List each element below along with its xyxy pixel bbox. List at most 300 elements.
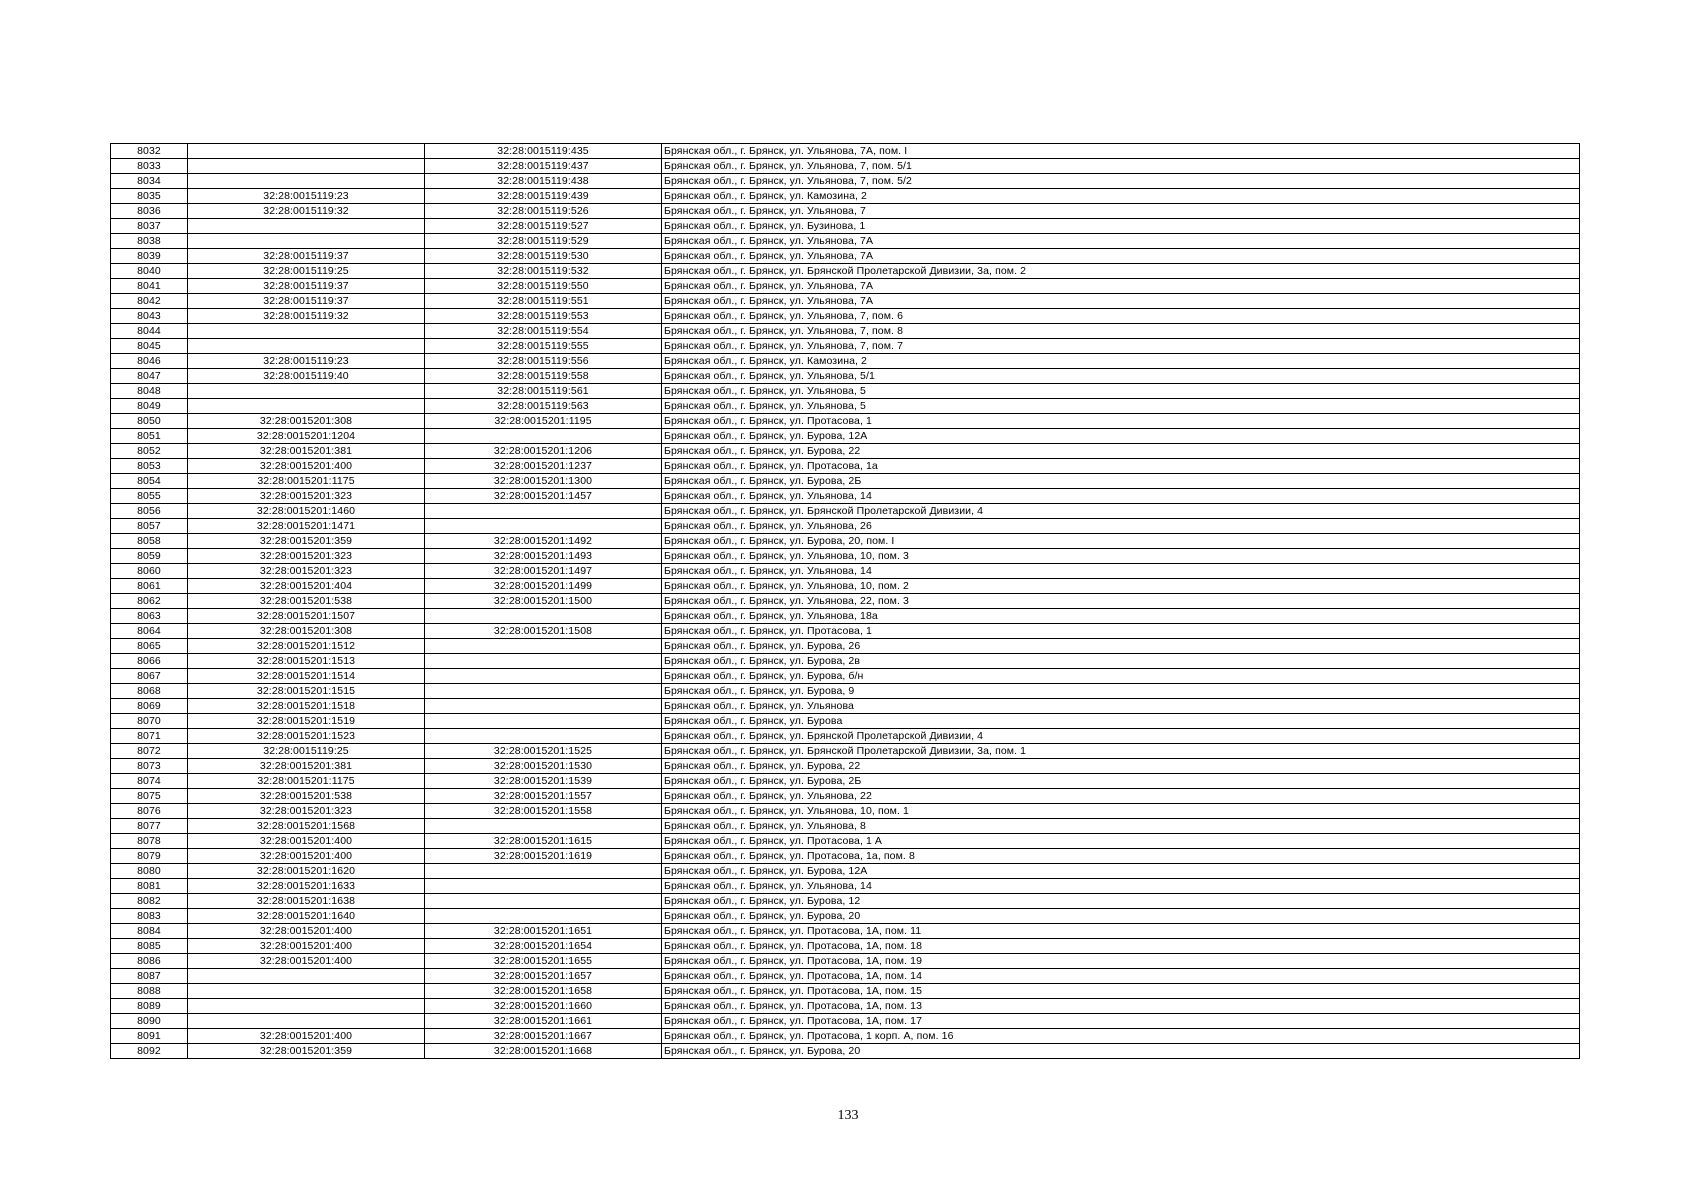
land-cadastral-number-cell xyxy=(188,219,425,234)
table-row xyxy=(111,429,1580,444)
table-row xyxy=(111,354,1580,369)
row-number-cell: 8072 xyxy=(111,744,188,759)
object-cadastral-number-cell: 32:28:0015201:1499 xyxy=(425,579,662,594)
address-cell: Брянская обл., г. Брянск, ул. Брянской Пролетарской Дивизии, 3а, пом. 2 xyxy=(662,264,1580,279)
land-cadastral-number-cell: 32:28:0015201:1204 xyxy=(188,429,425,444)
row-number-cell: 8046 xyxy=(111,354,188,369)
object-cadastral-number-cell: 32:28:0015201:1658 xyxy=(425,984,662,999)
land-cadastral-number-cell: 32:28:0015201:400 xyxy=(188,939,425,954)
land-cadastral-number-cell: 32:28:0015201:400 xyxy=(188,954,425,969)
address-cell: Брянская обл., г. Брянск, ул. Ульянова, 7А xyxy=(662,294,1580,309)
object-cadastral-number-cell: 32:28:0015201:1237 xyxy=(425,459,662,474)
land-cadastral-number-cell: 32:28:0015201:381 xyxy=(188,759,425,774)
table-row xyxy=(111,939,1580,954)
table-row xyxy=(111,309,1580,324)
table-row xyxy=(111,579,1580,594)
land-cadastral-number-cell xyxy=(188,399,425,414)
table-row xyxy=(111,654,1580,669)
object-cadastral-number-cell: 32:28:0015119:530 xyxy=(425,249,662,264)
address-cell: Брянская обл., г. Брянск, ул. Ульянова, 5/1 xyxy=(662,369,1580,384)
table-row xyxy=(111,894,1580,909)
table-row xyxy=(111,609,1580,624)
land-cadastral-number-cell: 32:28:0015119:25 xyxy=(188,744,425,759)
land-cadastral-number-cell: 32:28:0015201:359 xyxy=(188,1044,425,1059)
table-row xyxy=(111,759,1580,774)
land-cadastral-number-cell: 32:28:0015201:323 xyxy=(188,489,425,504)
row-number-cell: 8063 xyxy=(111,609,188,624)
table-row xyxy=(111,999,1580,1014)
land-cadastral-number-cell: 32:28:0015201:400 xyxy=(188,1029,425,1044)
row-number-cell: 8071 xyxy=(111,729,188,744)
object-cadastral-number-cell xyxy=(425,729,662,744)
land-cadastral-number-cell: 32:28:0015201:400 xyxy=(188,834,425,849)
object-cadastral-number-cell: 32:28:0015201:1508 xyxy=(425,624,662,639)
row-number-cell: 8066 xyxy=(111,654,188,669)
row-number-cell: 8087 xyxy=(111,969,188,984)
object-cadastral-number-cell: 32:28:0015201:1525 xyxy=(425,744,662,759)
address-cell: Брянская обл., г. Брянск, ул. Брянской Пролетарской Дивизии, 4 xyxy=(662,729,1580,744)
land-cadastral-number-cell: 32:28:0015201:1460 xyxy=(188,504,425,519)
object-cadastral-number-cell: 32:28:0015201:1619 xyxy=(425,849,662,864)
table-row xyxy=(111,549,1580,564)
row-number-cell: 8079 xyxy=(111,849,188,864)
object-cadastral-number-cell: 32:28:0015119:554 xyxy=(425,324,662,339)
page-number: 133 xyxy=(837,1108,859,1123)
address-cell: Брянская обл., г. Брянск, ул. Ульянова, 7А, пом. I xyxy=(662,144,1580,159)
land-cadastral-number-cell xyxy=(188,234,425,249)
land-cadastral-number-cell: 32:28:0015119:37 xyxy=(188,279,425,294)
land-cadastral-number-cell: 32:28:0015201:1640 xyxy=(188,909,425,924)
address-cell: Брянская обл., г. Брянск, ул. Бурова, 2в xyxy=(662,654,1580,669)
row-number-cell: 8058 xyxy=(111,534,188,549)
table-row xyxy=(111,204,1580,219)
object-cadastral-number-cell: 32:28:0015119:561 xyxy=(425,384,662,399)
row-number-cell: 8061 xyxy=(111,579,188,594)
land-cadastral-number-cell: 32:28:0015201:1620 xyxy=(188,864,425,879)
land-cadastral-number-cell: 32:28:0015201:1638 xyxy=(188,894,425,909)
address-cell: Брянская обл., г. Брянск, ул. Ульянова, 14 xyxy=(662,489,1580,504)
table-row xyxy=(111,624,1580,639)
row-number-cell: 8082 xyxy=(111,894,188,909)
address-cell: Брянская обл., г. Брянск, ул. Протасова, 1 корп. А, пом. 16 xyxy=(662,1029,1580,1044)
table-row xyxy=(111,699,1580,714)
object-cadastral-number-cell: 32:28:0015201:1655 xyxy=(425,954,662,969)
table-row xyxy=(111,459,1580,474)
land-cadastral-number-cell xyxy=(188,159,425,174)
land-cadastral-number-cell: 32:28:0015201:538 xyxy=(188,789,425,804)
address-cell: Брянская обл., г. Брянск, ул. Протасова, 1 xyxy=(662,414,1580,429)
address-cell: Брянская обл., г. Брянск, ул. Протасова, 1А, пом. 17 xyxy=(662,1014,1580,1029)
address-cell: Брянская обл., г. Брянск, ул. Ульянова, 14 xyxy=(662,879,1580,894)
land-cadastral-number-cell: 32:28:0015201:1633 xyxy=(188,879,425,894)
row-number-cell: 8070 xyxy=(111,714,188,729)
land-cadastral-number-cell: 32:28:0015201:1518 xyxy=(188,699,425,714)
row-number-cell: 8077 xyxy=(111,819,188,834)
land-cadastral-number-cell xyxy=(188,969,425,984)
land-cadastral-number-cell xyxy=(188,339,425,354)
object-cadastral-number-cell: 32:28:0015119:527 xyxy=(425,219,662,234)
table-row xyxy=(111,744,1580,759)
row-number-cell: 8050 xyxy=(111,414,188,429)
object-cadastral-number-cell: 32:28:0015201:1493 xyxy=(425,549,662,564)
land-cadastral-number-cell: 32:28:0015119:23 xyxy=(188,354,425,369)
address-cell: Брянская обл., г. Брянск, ул. Бурова, 20, пом. I xyxy=(662,534,1580,549)
row-number-cell: 8091 xyxy=(111,1029,188,1044)
table-row xyxy=(111,324,1580,339)
row-number-cell: 8075 xyxy=(111,789,188,804)
row-number-cell: 8088 xyxy=(111,984,188,999)
address-cell: Брянская обл., г. Брянск, ул. Протасова, 1А, пом. 14 xyxy=(662,969,1580,984)
object-cadastral-number-cell xyxy=(425,909,662,924)
table-row xyxy=(111,774,1580,789)
table-row xyxy=(111,804,1580,819)
address-cell: Брянская обл., г. Брянск, ул. Протасова, 1А, пом. 18 xyxy=(662,939,1580,954)
row-number-cell: 8039 xyxy=(111,249,188,264)
table-row xyxy=(111,969,1580,984)
object-cadastral-number-cell: 32:28:0015201:1539 xyxy=(425,774,662,789)
table-row xyxy=(111,729,1580,744)
address-cell: Брянская обл., г. Брянск, ул. Ульянова, 7А xyxy=(662,279,1580,294)
table-row xyxy=(111,594,1580,609)
address-cell: Брянская обл., г. Брянск, ул. Бурова, 12А xyxy=(662,864,1580,879)
address-cell: Брянская обл., г. Брянск, ул. Ульянова, 5 xyxy=(662,384,1580,399)
object-cadastral-number-cell xyxy=(425,504,662,519)
row-number-cell: 8043 xyxy=(111,309,188,324)
land-cadastral-number-cell: 32:28:0015201:1175 xyxy=(188,474,425,489)
row-number-cell: 8064 xyxy=(111,624,188,639)
object-cadastral-number-cell: 32:28:0015119:526 xyxy=(425,204,662,219)
object-cadastral-number-cell xyxy=(425,609,662,624)
address-cell: Брянская обл., г. Брянск, ул. Ульянова, 7, пом. 6 xyxy=(662,309,1580,324)
object-cadastral-number-cell: 32:28:0015201:1654 xyxy=(425,939,662,954)
row-number-cell: 8092 xyxy=(111,1044,188,1059)
object-cadastral-number-cell: 32:28:0015119:555 xyxy=(425,339,662,354)
land-cadastral-number-cell xyxy=(188,999,425,1014)
address-cell: Брянская обл., г. Брянск, ул. Протасова, 1А, пом. 11 xyxy=(662,924,1580,939)
object-cadastral-number-cell xyxy=(425,639,662,654)
address-cell: Брянская обл., г. Брянск, ул. Бурова, 20 xyxy=(662,909,1580,924)
address-cell: Брянская обл., г. Брянск, ул. Ульянова, 10, пом. 2 xyxy=(662,579,1580,594)
object-cadastral-number-cell xyxy=(425,864,662,879)
table-row xyxy=(111,534,1580,549)
row-number-cell: 8041 xyxy=(111,279,188,294)
address-cell: Брянская обл., г. Брянск, ул. Ульянова, 22, пом. 3 xyxy=(662,594,1580,609)
table-row xyxy=(111,144,1580,159)
object-cadastral-number-cell: 32:28:0015201:1530 xyxy=(425,759,662,774)
object-cadastral-number-cell: 32:28:0015201:1657 xyxy=(425,969,662,984)
table-row xyxy=(111,714,1580,729)
address-cell: Брянская обл., г. Брянск, ул. Ульянова, 5 xyxy=(662,399,1580,414)
land-cadastral-number-cell: 32:28:0015201:1523 xyxy=(188,729,425,744)
address-cell: Брянская обл., г. Брянск, ул. Бурова, 26 xyxy=(662,639,1580,654)
table-row xyxy=(111,234,1580,249)
table-row xyxy=(111,684,1580,699)
row-number-cell: 8048 xyxy=(111,384,188,399)
row-number-cell: 8045 xyxy=(111,339,188,354)
row-number-cell: 8035 xyxy=(111,189,188,204)
object-cadastral-number-cell xyxy=(425,519,662,534)
address-cell: Брянская обл., г. Брянск, ул. Брянской Пролетарской Дивизии, 4 xyxy=(662,504,1580,519)
land-cadastral-number-cell: 32:28:0015201:323 xyxy=(188,549,425,564)
object-cadastral-number-cell: 32:28:0015201:1557 xyxy=(425,789,662,804)
object-cadastral-number-cell: 32:28:0015201:1651 xyxy=(425,924,662,939)
row-number-cell: 8051 xyxy=(111,429,188,444)
land-cadastral-number-cell: 32:28:0015119:40 xyxy=(188,369,425,384)
row-number-cell: 8034 xyxy=(111,174,188,189)
row-number-cell: 8069 xyxy=(111,699,188,714)
object-cadastral-number-cell: 32:28:0015119:529 xyxy=(425,234,662,249)
land-cadastral-number-cell: 32:28:0015201:400 xyxy=(188,849,425,864)
address-cell: Брянская обл., г. Брянск, ул. Протасова, 1А, пом. 13 xyxy=(662,999,1580,1014)
address-cell: Брянская обл., г. Брянск, ул. Ульянова, 10, пом. 1 xyxy=(662,804,1580,819)
object-cadastral-number-cell: 32:28:0015201:1668 xyxy=(425,1044,662,1059)
row-number-cell: 8052 xyxy=(111,444,188,459)
object-cadastral-number-cell: 32:28:0015201:1195 xyxy=(425,414,662,429)
table-row xyxy=(111,504,1580,519)
land-cadastral-number-cell xyxy=(188,144,425,159)
object-cadastral-number-cell: 32:28:0015119:532 xyxy=(425,264,662,279)
land-cadastral-number-cell xyxy=(188,324,425,339)
address-cell: Брянская обл., г. Брянск, ул. Ульянова, 14 xyxy=(662,564,1580,579)
table-row xyxy=(111,564,1580,579)
row-number-cell: 8085 xyxy=(111,939,188,954)
object-cadastral-number-cell: 32:28:0015201:1667 xyxy=(425,1029,662,1044)
table-row xyxy=(111,864,1580,879)
row-number-cell: 8090 xyxy=(111,1014,188,1029)
address-cell: Брянская обл., г. Брянск, ул. Бурова, 12 xyxy=(662,894,1580,909)
table-row xyxy=(111,444,1580,459)
row-number-cell: 8080 xyxy=(111,864,188,879)
table-row xyxy=(111,849,1580,864)
object-cadastral-number-cell: 32:28:0015119:551 xyxy=(425,294,662,309)
land-cadastral-number-cell: 32:28:0015201:1515 xyxy=(188,684,425,699)
land-cadastral-number-cell: 32:28:0015201:381 xyxy=(188,444,425,459)
address-cell: Брянская обл., г. Брянск, ул. Ульянова, 7, пом. 7 xyxy=(662,339,1580,354)
row-number-cell: 8060 xyxy=(111,564,188,579)
table-row xyxy=(111,249,1580,264)
table-row xyxy=(111,174,1580,189)
row-number-cell: 8036 xyxy=(111,204,188,219)
object-cadastral-number-cell xyxy=(425,819,662,834)
object-cadastral-number-cell: 32:28:0015119:435 xyxy=(425,144,662,159)
land-cadastral-number-cell: 32:28:0015201:1175 xyxy=(188,774,425,789)
row-number-cell: 8086 xyxy=(111,954,188,969)
object-cadastral-number-cell: 32:28:0015201:1660 xyxy=(425,999,662,1014)
object-cadastral-number-cell: 32:28:0015119:553 xyxy=(425,309,662,324)
object-cadastral-number-cell: 32:28:0015119:550 xyxy=(425,279,662,294)
row-number-cell: 8089 xyxy=(111,999,188,1014)
address-cell: Брянская обл., г. Брянск, ул. Ульянова, 7А xyxy=(662,249,1580,264)
land-cadastral-number-cell: 32:28:0015201:1471 xyxy=(188,519,425,534)
object-cadastral-number-cell xyxy=(425,714,662,729)
address-cell: Брянская обл., г. Брянск, ул. Ульянова, 7, пом. 5/1 xyxy=(662,159,1580,174)
object-cadastral-number-cell xyxy=(425,699,662,714)
land-cadastral-number-cell xyxy=(188,384,425,399)
land-cadastral-number-cell xyxy=(188,174,425,189)
address-cell: Брянская обл., г. Брянск, ул. Бурова, 12А xyxy=(662,429,1580,444)
land-cadastral-number-cell: 32:28:0015201:323 xyxy=(188,804,425,819)
object-cadastral-number-cell: 32:28:0015201:1497 xyxy=(425,564,662,579)
object-cadastral-number-cell: 32:28:0015119:439 xyxy=(425,189,662,204)
land-cadastral-number-cell: 32:28:0015201:404 xyxy=(188,579,425,594)
land-cadastral-number-cell: 32:28:0015119:37 xyxy=(188,249,425,264)
address-cell: Брянская обл., г. Брянск, ул. Бурова, 22 xyxy=(662,444,1580,459)
row-number-cell: 8042 xyxy=(111,294,188,309)
address-cell: Брянская обл., г. Брянск, ул. Протасова, 1 xyxy=(662,624,1580,639)
land-cadastral-number-cell: 32:28:0015201:1507 xyxy=(188,609,425,624)
address-cell: Брянская обл., г. Брянск, ул. Ульянова, 7 xyxy=(662,204,1580,219)
row-number-cell: 8076 xyxy=(111,804,188,819)
row-number-cell: 8033 xyxy=(111,159,188,174)
table-row xyxy=(111,414,1580,429)
land-cadastral-number-cell: 32:28:0015201:400 xyxy=(188,459,425,474)
row-number-cell: 8054 xyxy=(111,474,188,489)
address-cell: Брянская обл., г. Брянск, ул. Бурова, 2Б xyxy=(662,774,1580,789)
row-number-cell: 8065 xyxy=(111,639,188,654)
table-row xyxy=(111,159,1580,174)
row-number-cell: 8044 xyxy=(111,324,188,339)
object-cadastral-number-cell: 32:28:0015201:1206 xyxy=(425,444,662,459)
row-number-cell: 8055 xyxy=(111,489,188,504)
address-cell: Брянская обл., г. Брянск, ул. Бурова, б/н xyxy=(662,669,1580,684)
object-cadastral-number-cell: 32:28:0015201:1661 xyxy=(425,1014,662,1029)
land-cadastral-number-cell: 32:28:0015119:25 xyxy=(188,264,425,279)
address-cell: Брянская обл., г. Брянск, ул. Ульянова xyxy=(662,699,1580,714)
object-cadastral-number-cell: 32:28:0015201:1500 xyxy=(425,594,662,609)
object-cadastral-number-cell: 32:28:0015201:1492 xyxy=(425,534,662,549)
table-row xyxy=(111,669,1580,684)
land-cadastral-number-cell: 32:28:0015119:32 xyxy=(188,204,425,219)
land-cadastral-number-cell: 32:28:0015119:23 xyxy=(188,189,425,204)
row-number-cell: 8083 xyxy=(111,909,188,924)
row-number-cell: 8081 xyxy=(111,879,188,894)
land-cadastral-number-cell: 32:28:0015201:359 xyxy=(188,534,425,549)
land-cadastral-number-cell: 32:28:0015201:308 xyxy=(188,624,425,639)
object-cadastral-number-cell: 32:28:0015119:438 xyxy=(425,174,662,189)
table-row xyxy=(111,789,1580,804)
address-cell: Брянская обл., г. Брянск, ул. Бузинова, 1 xyxy=(662,219,1580,234)
row-number-cell: 8047 xyxy=(111,369,188,384)
address-cell: Брянская обл., г. Брянск, ул. Ульянова, 22 xyxy=(662,789,1580,804)
address-cell: Брянская обл., г. Брянск, ул. Протасова, 1А, пом. 15 xyxy=(662,984,1580,999)
object-cadastral-number-cell: 32:28:0015201:1457 xyxy=(425,489,662,504)
row-number-cell: 8037 xyxy=(111,219,188,234)
object-cadastral-number-cell xyxy=(425,879,662,894)
address-cell: Брянская обл., г. Брянск, ул. Брянской Пролетарской Дивизии, 3а, пом. 1 xyxy=(662,744,1580,759)
table-row xyxy=(111,519,1580,534)
address-cell: Брянская обл., г. Брянск, ул. Протасова, 1а xyxy=(662,459,1580,474)
row-number-cell: 8074 xyxy=(111,774,188,789)
object-cadastral-number-cell xyxy=(425,654,662,669)
table-row xyxy=(111,834,1580,849)
table-row xyxy=(111,984,1580,999)
table-row xyxy=(111,924,1580,939)
row-number-cell: 8084 xyxy=(111,924,188,939)
land-cadastral-number-cell: 32:28:0015201:1512 xyxy=(188,639,425,654)
land-cadastral-number-cell: 32:28:0015201:1514 xyxy=(188,669,425,684)
registry-table-body xyxy=(111,144,1580,1059)
address-cell: Брянская обл., г. Брянск, ул. Бурова, 2Б xyxy=(662,474,1580,489)
row-number-cell: 8059 xyxy=(111,549,188,564)
table-row xyxy=(111,399,1580,414)
address-cell: Брянская обл., г. Брянск, ул. Ульянова, 10, пом. 3 xyxy=(662,549,1580,564)
row-number-cell: 8057 xyxy=(111,519,188,534)
address-cell: Брянская обл., г. Брянск, ул. Ульянова, 18а xyxy=(662,609,1580,624)
address-cell: Брянская обл., г. Брянск, ул. Ульянова, 8 xyxy=(662,819,1580,834)
row-number-cell: 8073 xyxy=(111,759,188,774)
land-cadastral-number-cell xyxy=(188,984,425,999)
table-row xyxy=(111,294,1580,309)
table-row xyxy=(111,339,1580,354)
object-cadastral-number-cell xyxy=(425,684,662,699)
table-row xyxy=(111,369,1580,384)
object-cadastral-number-cell xyxy=(425,894,662,909)
table-row xyxy=(111,384,1580,399)
table-row xyxy=(111,264,1580,279)
registry-table xyxy=(110,143,1580,1059)
row-number-cell: 8053 xyxy=(111,459,188,474)
row-number-cell: 8056 xyxy=(111,504,188,519)
land-cadastral-number-cell: 32:28:0015201:1568 xyxy=(188,819,425,834)
land-cadastral-number-cell: 32:28:0015119:32 xyxy=(188,309,425,324)
table-row xyxy=(111,489,1580,504)
address-cell: Брянская обл., г. Брянск, ул. Ульянова, 26 xyxy=(662,519,1580,534)
land-cadastral-number-cell: 32:28:0015201:1513 xyxy=(188,654,425,669)
land-cadastral-number-cell: 32:28:0015201:308 xyxy=(188,414,425,429)
object-cadastral-number-cell: 32:28:0015119:556 xyxy=(425,354,662,369)
row-number-cell: 8049 xyxy=(111,399,188,414)
table-row xyxy=(111,1014,1580,1029)
address-cell: Брянская обл., г. Брянск, ул. Ульянова, 7, пом. 5/2 xyxy=(662,174,1580,189)
address-cell: Брянская обл., г. Брянск, ул. Бурова, 20 xyxy=(662,1044,1580,1059)
address-cell: Брянская обл., г. Брянск, ул. Камозина, 2 xyxy=(662,189,1580,204)
address-cell: Брянская обл., г. Брянск, ул. Бурова, 9 xyxy=(662,684,1580,699)
address-cell: Брянская обл., г. Брянск, ул. Бурова xyxy=(662,714,1580,729)
address-cell: Брянская обл., г. Брянск, ул. Протасова, 1А, пом. 19 xyxy=(662,954,1580,969)
object-cadastral-number-cell: 32:28:0015201:1615 xyxy=(425,834,662,849)
table-row xyxy=(111,1044,1580,1059)
object-cadastral-number-cell xyxy=(425,669,662,684)
address-cell: Брянская обл., г. Брянск, ул. Бурова, 22 xyxy=(662,759,1580,774)
object-cadastral-number-cell: 32:28:0015201:1300 xyxy=(425,474,662,489)
land-cadastral-number-cell: 32:28:0015201:1519 xyxy=(188,714,425,729)
table-row xyxy=(111,474,1580,489)
table-row xyxy=(111,219,1580,234)
row-number-cell: 8068 xyxy=(111,684,188,699)
object-cadastral-number-cell: 32:28:0015119:563 xyxy=(425,399,662,414)
address-cell: Брянская обл., г. Брянск, ул. Ульянова, 7А xyxy=(662,234,1580,249)
object-cadastral-number-cell: 32:28:0015119:558 xyxy=(425,369,662,384)
table-row xyxy=(111,189,1580,204)
address-cell: Брянская обл., г. Брянск, ул. Камозина, 2 xyxy=(662,354,1580,369)
object-cadastral-number-cell: 32:28:0015201:1558 xyxy=(425,804,662,819)
row-number-cell: 8032 xyxy=(111,144,188,159)
address-cell: Брянская обл., г. Брянск, ул. Протасова, 1 А xyxy=(662,834,1580,849)
land-cadastral-number-cell: 32:28:0015201:400 xyxy=(188,924,425,939)
row-number-cell: 8062 xyxy=(111,594,188,609)
row-number-cell: 8040 xyxy=(111,264,188,279)
table-row xyxy=(111,1029,1580,1044)
table-row xyxy=(111,819,1580,834)
land-cadastral-number-cell xyxy=(188,1014,425,1029)
table-row xyxy=(111,879,1580,894)
table-row xyxy=(111,954,1580,969)
land-cadastral-number-cell: 32:28:0015119:37 xyxy=(188,294,425,309)
object-cadastral-number-cell xyxy=(425,429,662,444)
address-cell: Брянская обл., г. Брянск, ул. Ульянова, 7, пом. 8 xyxy=(662,324,1580,339)
table-row xyxy=(111,279,1580,294)
table-row xyxy=(111,639,1580,654)
